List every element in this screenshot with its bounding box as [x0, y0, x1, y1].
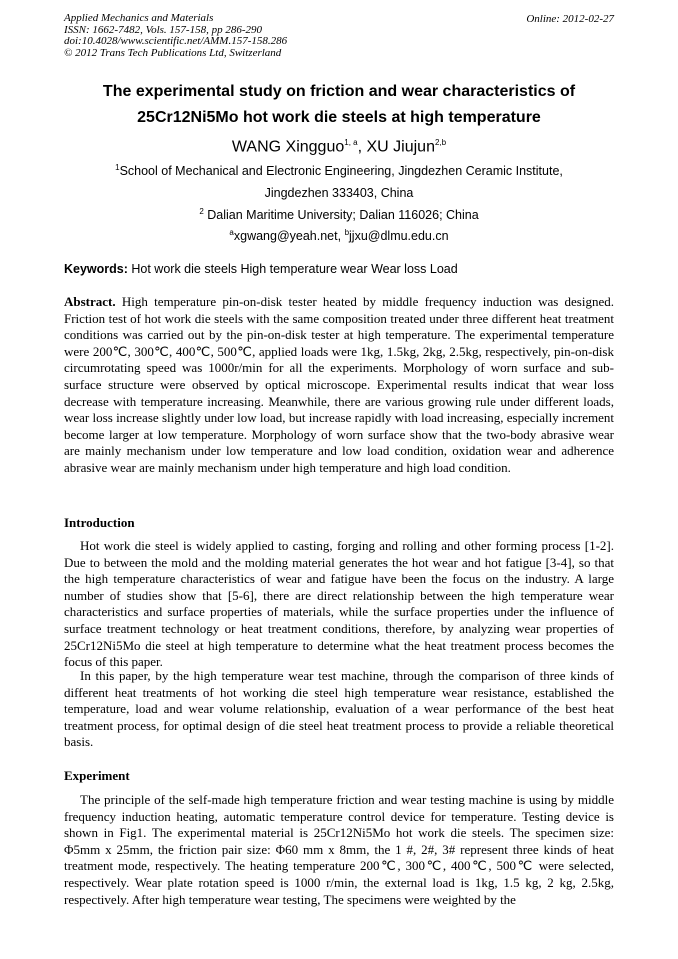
- aff1-sup: 1: [115, 163, 120, 172]
- abstract-label: Abstract.: [64, 294, 116, 309]
- paper-title: [40, 79, 638, 131]
- email-b[interactable]: jjxu@dlmu.edu.cn: [349, 229, 449, 244]
- aff2-sup: 2: [199, 207, 204, 216]
- aff1-line1: School of Mechanical and Electronic Engineering, Jingdezhen Ceramic Institute,: [119, 164, 563, 179]
- authors: [0, 138, 678, 156]
- journal-header: [64, 13, 287, 59]
- affiliation-2: [0, 207, 678, 222]
- affiliation-1-cont: Jingdezhen 333403, China: [264, 186, 414, 200]
- emails: [0, 228, 678, 243]
- copyright: © 2012 Trans Tech Publications Ltd, Switzerland: [64, 46, 282, 59]
- email-b-sup: b: [344, 228, 350, 237]
- experiment-heading: Experiment: [64, 768, 130, 783]
- email-a[interactable]: xgwang@yeah.net,: [233, 229, 345, 244]
- author-1-sup: 1, a: [344, 138, 358, 147]
- keywords: [64, 262, 458, 276]
- affiliation-1: [0, 163, 678, 178]
- email-a-sup: a: [229, 228, 234, 237]
- author-2: XU Jiujun: [366, 138, 435, 156]
- author-1: WANG Xingguo: [231, 138, 345, 156]
- doi: doi:10.4028/www.scientific.net/AMM.157-158.286: [64, 35, 288, 47]
- keywords-text: Hot work die steels High temperature wear Wear loss Load: [127, 262, 458, 276]
- introduction-paragraph-1: Hot work die steel is widely applied to casting, forging and rolling and other forming process [1-2]. Due to between the mold and the molding material generates the hot wear and hot fatigue [3-4], so that the high temperature characteristics of wear and fatigue have been the focus on the industry. A large number of studies show that [5-6], there are direct relationship between the high temperature wear characteristics and surface properties of materials, while the surface properties under the influence of surface treatment technology or heat treatment conditions, therefore, by analyzing wear properties of 25Cr12Ni5Mo die steel at high temperature to determine what the heat treatment process becomes the focus of this paper.: [64, 538, 614, 670]
- title-line-2: 25Cr12Ni5Mo hot work die steels at high temperature: [137, 109, 541, 126]
- author-sep: ,: [357, 138, 367, 156]
- online-date: Online: 2012-02-27: [526, 13, 614, 25]
- issn: ISSN: 1662-7482, Vols. 157-158, pp 286-290: [64, 23, 262, 36]
- experiment-paragraph-1: The principle of the self-made high temperature friction and wear testing machine is using by middle frequency induction heating, automatic temperature control device for temperature. Testing device is shown in Fig1. The experimental material is 25Cr12Ni5Mo hot work die steels. The specimen size: Φ5mm x 25mm, the friction pair size: Φ60 mm x 8mm, the 1 #, 2#, 3# represent three kinds of heat treatment mode, respectively. The heating temperature 200℃, 300℃, 400℃, 500℃ were selected, respectively. Wear plate rotation speed is 1000 r/min, the external load is 1kg, 1.5 kg, 2 kg, 2.5kg, respectively. After high temperature wear testing, The specimens were weighted by the: [64, 792, 614, 907]
- title-line-1: The experimental study on friction and wear characteristics of: [102, 83, 576, 100]
- introduction-paragraph-2: In this paper, by the high temperature wear test machine, through the comparison of three kinds of different heat treatments of hot working die steel high temperature wear resistance, established the temperature, load and wear volume relationship, evaluation of a wear performance of the best heat treatment process, for optimal design of die steel heat treatment process to provide a reliable theoretical basis.: [64, 668, 614, 750]
- abstract-text: High temperature pin-on-disk tester heated by middle frequency induction was designed. Friction test of hot work die steels with the same composition treated under three different heat treatment conditions was carried out by the pin-on-disk tester at high temperature. The experimental temperature were 200℃, 300℃, 400℃, 500℃, applied loads were 1kg, 1.5kg, 2kg, 2.5kg, respectively, pin-on-disk circumrotating speed was 1000r/min for all the experiments. Morphology of worn surface and sub-surface structure were observed by optical microscope. Experimental results indicat that wear loss decrease with temperature increasing. Meanwhile, there are various growing rule under different loads, wear loss increase slightly under low load, but increase rapidly with load increasing, especially increment become larger at low temperature. Morphology of worn surface show that the two-body abrasive wear are mainly mechanism under low temperature and low load condition, oxidation wear and adherence abrasive wear are mainly mechanism under high temperature and high load condition.: [64, 294, 614, 475]
- introduction-heading: Introduction: [64, 515, 135, 530]
- abstract: [64, 294, 614, 477]
- author-2-sup: 2,b: [434, 138, 447, 147]
- aff2-text: Dalian Maritime University; Dalian 116026; China: [203, 208, 479, 223]
- keywords-label: Keywords:: [64, 262, 128, 276]
- journal-name: Applied Mechanics and Materials: [64, 12, 214, 24]
